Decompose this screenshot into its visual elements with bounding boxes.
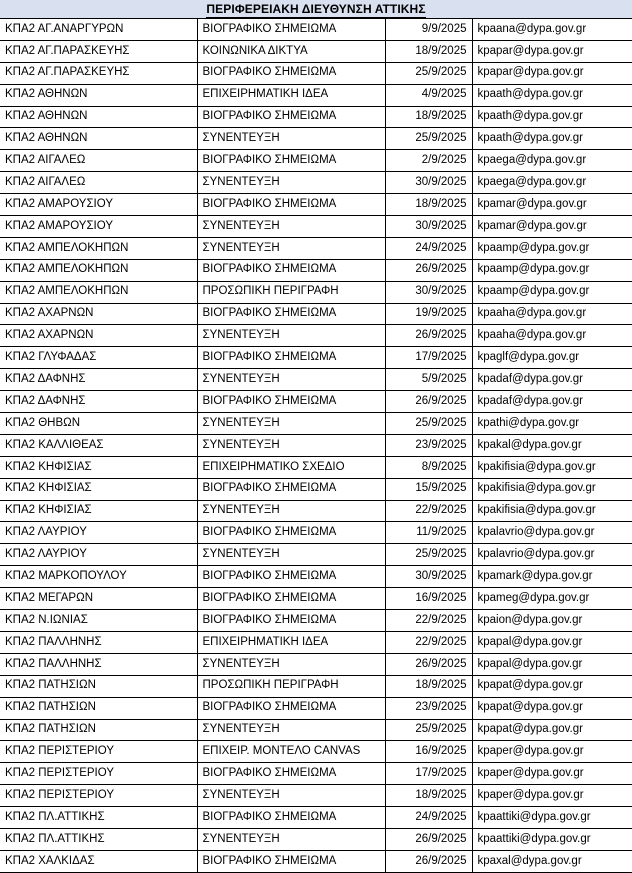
table-row (0, 828, 632, 850)
cell-date: 18/9/2025 (385, 675, 472, 697)
table-row (0, 631, 632, 653)
cell-date: 26/9/2025 (385, 391, 472, 413)
table-row (0, 763, 632, 785)
cell-date: 17/9/2025 (385, 347, 472, 369)
cell-office: ΚΠΑ2 ΚΗΦΙΣΙΑΣ (0, 500, 197, 522)
cell-office: ΚΠΑ2 ΠΛ.ΑΤΤΙΚΗΣ (0, 807, 197, 829)
table-row (0, 303, 632, 325)
cell-date: 26/9/2025 (385, 653, 472, 675)
table-row (0, 216, 632, 238)
cell-date: 18/9/2025 (385, 106, 472, 128)
cell-email: kpaattiki@dypa.gov.gr (472, 807, 632, 829)
cell-subject: ΒΙΟΓΡΑΦΙΚΟ ΣΗΜΕΙΩΜΑ (197, 807, 385, 829)
cell-office: ΚΠΑ2 ΑΘΗΝΩΝ (0, 84, 197, 106)
cell-date: 19/9/2025 (385, 303, 472, 325)
cell-subject: ΣΥΝΕΝΤΕΥΞΗ (197, 828, 385, 850)
cell-email: kpapar@dypa.gov.gr (472, 40, 632, 62)
cell-subject: ΒΙΟΓΡΑΦΙΚΟ ΣΗΜΕΙΩΜΑ (197, 850, 385, 872)
table-row (0, 675, 632, 697)
table-row (0, 500, 632, 522)
cell-office: ΚΠΑ2 ΑΓ.ΠΑΡΑΣΚΕΥΗΣ (0, 40, 197, 62)
cell-subject: ΕΠΙΧΕΙΡΗΜΑΤΙΚΗ ΙΔΕΑ (197, 631, 385, 653)
table-title-row (0, 0, 632, 19)
cell-email: kpamark@dypa.gov.gr (472, 566, 632, 588)
cell-subject: ΒΙΟΓΡΑΦΙΚΟ ΣΗΜΕΙΩΜΑ (197, 303, 385, 325)
cell-office: ΚΠΑ2 Ν.ΙΩΝΙΑΣ (0, 610, 197, 632)
cell-email: kpakifisia@dypa.gov.gr (472, 478, 632, 500)
cell-office: ΚΠΑ2 ΑΧΑΡΝΩΝ (0, 325, 197, 347)
cell-subject: ΒΙΟΓΡΑΦΙΚΟ ΣΗΜΕΙΩΜΑ (197, 566, 385, 588)
cell-subject: ΕΠΙΧΕΙΡΗΜΑΤΙΚΗ ΙΔΕΑ (197, 84, 385, 106)
cell-email: kpapat@dypa.gov.gr (472, 675, 632, 697)
cell-date: 18/9/2025 (385, 785, 472, 807)
table-row (0, 391, 632, 413)
cell-email: kpadaf@dypa.gov.gr (472, 391, 632, 413)
table-row (0, 106, 632, 128)
table-row (0, 697, 632, 719)
table-row (0, 40, 632, 62)
cell-date: 15/9/2025 (385, 478, 472, 500)
cell-email: kpaana@dypa.gov.gr (472, 19, 632, 41)
cell-office: ΚΠΑ2 ΠΕΡΙΣΤΕΡΙΟΥ (0, 741, 197, 763)
table-row (0, 653, 632, 675)
cell-office: ΚΠΑ2 ΔΑΦΝΗΣ (0, 369, 197, 391)
cell-date: 26/9/2025 (385, 828, 472, 850)
cell-office: ΚΠΑ2 ΛΑΥΡΙΟΥ (0, 522, 197, 544)
cell-subject: ΣΥΝΕΝΤΕΥΞΗ (197, 128, 385, 150)
cell-email: kpaath@dypa.gov.gr (472, 128, 632, 150)
cell-office: ΚΠΑ2 ΚΗΦΙΣΙΑΣ (0, 456, 197, 478)
cell-email: kpaattiki@dypa.gov.gr (472, 828, 632, 850)
cell-email: kpaamp@dypa.gov.gr (472, 237, 632, 259)
cell-subject: ΣΥΝΕΝΤΕΥΞΗ (197, 369, 385, 391)
cell-date: 25/9/2025 (385, 62, 472, 84)
cell-date: 18/9/2025 (385, 194, 472, 216)
table-row (0, 522, 632, 544)
table-row (0, 610, 632, 632)
table-row (0, 807, 632, 829)
cell-office: ΚΠΑ2 ΑΘΗΝΩΝ (0, 106, 197, 128)
table-row (0, 369, 632, 391)
cell-subject: ΒΙΟΓΡΑΦΙΚΟ ΣΗΜΕΙΩΜΑ (197, 194, 385, 216)
cell-email: kpadaf@dypa.gov.gr (472, 369, 632, 391)
table-row (0, 434, 632, 456)
cell-date: 4/9/2025 (385, 84, 472, 106)
cell-date: 26/9/2025 (385, 325, 472, 347)
table-row (0, 62, 632, 84)
cell-office: ΚΠΑ2 ΠΑΤΗΣΙΩΝ (0, 719, 197, 741)
cell-subject: ΣΥΝΕΝΤΕΥΞΗ (197, 216, 385, 238)
cell-email: kpaaha@dypa.gov.gr (472, 325, 632, 347)
cell-date: 25/9/2025 (385, 719, 472, 741)
cell-date: 24/9/2025 (385, 807, 472, 829)
cell-office: ΚΠΑ2 ΑΓ.ΠΑΡΑΣΚΕΥΗΣ (0, 62, 197, 84)
cell-email: kpaxal@dypa.gov.gr (472, 850, 632, 872)
cell-date: 25/9/2025 (385, 413, 472, 435)
cell-email: kpapat@dypa.gov.gr (472, 719, 632, 741)
cell-date: 26/9/2025 (385, 850, 472, 872)
table-row (0, 259, 632, 281)
cell-office: ΚΠΑ2 ΠΑΛΛΗΝΗΣ (0, 653, 197, 675)
cell-office: ΚΠΑ2 ΑΜΑΡΟΥΣΙΟΥ (0, 194, 197, 216)
table-row (0, 150, 632, 172)
page-title: ΠΕΡΙΦΕΡΕΙΑΚΗ ΔΙΕΥΘΥΝΣΗ ΑΤΤΙΚΗΣ (206, 2, 426, 16)
cell-email: kpathi@dypa.gov.gr (472, 413, 632, 435)
cell-subject: ΒΙΟΓΡΑΦΙΚΟ ΣΗΜΕΙΩΜΑ (197, 610, 385, 632)
table-row (0, 84, 632, 106)
cell-office: ΚΠΑ2 ΛΑΥΡΙΟΥ (0, 544, 197, 566)
cell-date: 22/9/2025 (385, 631, 472, 653)
cell-email: kpaion@dypa.gov.gr (472, 610, 632, 632)
cell-email: kpaega@dypa.gov.gr (472, 150, 632, 172)
cell-subject: ΒΙΟΓΡΑΦΙΚΟ ΣΗΜΕΙΩΜΑ (197, 763, 385, 785)
table-row (0, 325, 632, 347)
table-row (0, 237, 632, 259)
cell-subject: ΒΙΟΓΡΑΦΙΚΟ ΣΗΜΕΙΩΜΑ (197, 19, 385, 41)
table-row (0, 588, 632, 610)
cell-subject: ΣΥΝΕΝΤΕΥΞΗ (197, 434, 385, 456)
table-title-cell (0, 0, 632, 19)
cell-date: 30/9/2025 (385, 566, 472, 588)
cell-date: 8/9/2025 (385, 456, 472, 478)
cell-date: 18/9/2025 (385, 40, 472, 62)
cell-email: kpaath@dypa.gov.gr (472, 106, 632, 128)
cell-office: ΚΠΑ2 ΠΕΡΙΣΤΕΡΙΟΥ (0, 763, 197, 785)
cell-office: ΚΠΑ2 ΜΕΓΑΡΩΝ (0, 588, 197, 610)
cell-office: ΚΠΑ2 ΠΑΤΗΣΙΩΝ (0, 675, 197, 697)
cell-email: kpaath@dypa.gov.gr (472, 84, 632, 106)
cell-date: 2/9/2025 (385, 150, 472, 172)
cell-subject: ΒΙΟΓΡΑΦΙΚΟ ΣΗΜΕΙΩΜΑ (197, 522, 385, 544)
cell-subject: ΒΙΟΓΡΑΦΙΚΟ ΣΗΜΕΙΩΜΑ (197, 62, 385, 84)
table-row (0, 194, 632, 216)
cell-office: ΚΠΑ2 ΑΘΗΝΩΝ (0, 128, 197, 150)
cell-office: ΚΠΑ2 ΚΑΛΛΙΘΕΑΣ (0, 434, 197, 456)
cell-subject: ΣΥΝΕΝΤΕΥΞΗ (197, 500, 385, 522)
table-row (0, 719, 632, 741)
table-row (0, 413, 632, 435)
cell-email: kpalavrio@dypa.gov.gr (472, 544, 632, 566)
cell-office: ΚΠΑ2 ΑΜΠΕΛΟΚΗΠΩΝ (0, 259, 197, 281)
table-row (0, 347, 632, 369)
cell-subject: ΕΠΙΧΕΙΡΗΜΑΤΙΚΟ ΣΧΕΔΙΟ (197, 456, 385, 478)
cell-office: ΚΠΑ2 ΔΑΦΝΗΣ (0, 391, 197, 413)
cell-email: kpaaha@dypa.gov.gr (472, 303, 632, 325)
cell-office: ΚΠΑ2 ΠΕΡΙΣΤΕΡΙΟΥ (0, 785, 197, 807)
cell-date: 30/9/2025 (385, 172, 472, 194)
table-row (0, 19, 632, 41)
cell-subject: ΠΡΟΣΩΠΙΚΗ ΠΕΡΙΓΡΑΦΗ (197, 675, 385, 697)
cell-subject: ΒΙΟΓΡΑΦΙΚΟ ΣΗΜΕΙΩΜΑ (197, 259, 385, 281)
cell-date: 23/9/2025 (385, 434, 472, 456)
cell-office: ΚΠΑ2 ΚΗΦΙΣΙΑΣ (0, 478, 197, 500)
cell-date: 25/9/2025 (385, 544, 472, 566)
cell-email: kpamar@dypa.gov.gr (472, 194, 632, 216)
cell-date: 17/9/2025 (385, 763, 472, 785)
cell-email: kpameg@dypa.gov.gr (472, 588, 632, 610)
cell-date: 24/9/2025 (385, 237, 472, 259)
cell-subject: ΠΡΟΣΩΠΙΚΗ ΠΕΡΙΓΡΑΦΗ (197, 281, 385, 303)
table-row (0, 128, 632, 150)
cell-office: ΚΠΑ2 ΑΙΓΑΛΕΩ (0, 150, 197, 172)
table-row (0, 850, 632, 872)
cell-office: ΚΠΑ2 ΠΛ.ΑΤΤΙΚΗΣ (0, 828, 197, 850)
cell-subject: ΣΥΝΕΝΤΕΥΞΗ (197, 172, 385, 194)
cell-email: kpakal@dypa.gov.gr (472, 434, 632, 456)
cell-date: 23/9/2025 (385, 697, 472, 719)
cell-subject: ΣΥΝΕΝΤΕΥΞΗ (197, 413, 385, 435)
cell-office: ΚΠΑ2 ΜΑΡΚΟΠΟΥΛΟΥ (0, 566, 197, 588)
table-row (0, 785, 632, 807)
cell-subject: ΒΙΟΓΡΑΦΙΚΟ ΣΗΜΕΙΩΜΑ (197, 347, 385, 369)
cell-subject: ΕΠΙΧΕΙΡ. ΜΟΝΤΕΛΟ CANVAS (197, 741, 385, 763)
cell-date: 30/9/2025 (385, 216, 472, 238)
cell-date: 5/9/2025 (385, 369, 472, 391)
cell-email: kpakifisia@dypa.gov.gr (472, 500, 632, 522)
cell-office: ΚΠΑ2 ΠΑΛΛΗΝΗΣ (0, 631, 197, 653)
cell-office: ΚΠΑ2 ΠΑΤΗΣΙΩΝ (0, 697, 197, 719)
cell-office: ΚΠΑ2 ΑΙΓΑΛΕΩ (0, 172, 197, 194)
cell-office: ΚΠΑ2 ΑΜΑΡΟΥΣΙΟΥ (0, 216, 197, 238)
table-row (0, 741, 632, 763)
cell-office: ΚΠΑ2 ΑΜΠΕΛΟΚΗΠΩΝ (0, 237, 197, 259)
cell-office: ΚΠΑ2 ΧΑΛΚΙΔΑΣ (0, 850, 197, 872)
cell-email: kpamar@dypa.gov.gr (472, 216, 632, 238)
table-row (0, 544, 632, 566)
cell-subject: ΣΥΝΕΝΤΕΥΞΗ (197, 719, 385, 741)
cell-office: ΚΠΑ2 ΑΓ.ΑΝΑΡΓΥΡΩΝ (0, 19, 197, 41)
cell-subject: ΒΙΟΓΡΑΦΙΚΟ ΣΗΜΕΙΩΜΑ (197, 697, 385, 719)
cell-email: kpaper@dypa.gov.gr (472, 785, 632, 807)
cell-date: 16/9/2025 (385, 741, 472, 763)
cell-email: kpapal@dypa.gov.gr (472, 631, 632, 653)
cell-date: 9/9/2025 (385, 19, 472, 41)
cell-date: 22/9/2025 (385, 500, 472, 522)
cell-email: kpalavrio@dypa.gov.gr (472, 522, 632, 544)
cell-date: 16/9/2025 (385, 588, 472, 610)
cell-subject: ΣΥΝΕΝΤΕΥΞΗ (197, 325, 385, 347)
cell-email: kpaamp@dypa.gov.gr (472, 281, 632, 303)
table-row (0, 281, 632, 303)
cell-subject: ΣΥΝΕΝΤΕΥΞΗ (197, 237, 385, 259)
cell-office: ΚΠΑ2 ΑΜΠΕΛΟΚΗΠΩΝ (0, 281, 197, 303)
cell-subject: ΣΥΝΕΝΤΕΥΞΗ (197, 653, 385, 675)
table-row (0, 478, 632, 500)
cell-subject: ΒΙΟΓΡΑΦΙΚΟ ΣΗΜΕΙΩΜΑ (197, 478, 385, 500)
cell-email: kpaper@dypa.gov.gr (472, 741, 632, 763)
cell-email: kpapal@dypa.gov.gr (472, 653, 632, 675)
cell-office: ΚΠΑ2 ΑΧΑΡΝΩΝ (0, 303, 197, 325)
cell-email: kpaega@dypa.gov.gr (472, 172, 632, 194)
cell-date: 11/9/2025 (385, 522, 472, 544)
cell-subject: ΒΙΟΓΡΑΦΙΚΟ ΣΗΜΕΙΩΜΑ (197, 588, 385, 610)
cell-date: 26/9/2025 (385, 259, 472, 281)
cell-subject: ΣΥΝΕΝΤΕΥΞΗ (197, 544, 385, 566)
cell-email: kpakifisia@dypa.gov.gr (472, 456, 632, 478)
cell-email: kpapat@dypa.gov.gr (472, 697, 632, 719)
cell-email: kpapar@dypa.gov.gr (472, 62, 632, 84)
cell-email: kpaamp@dypa.gov.gr (472, 259, 632, 281)
cell-date: 25/9/2025 (385, 128, 472, 150)
table-row (0, 172, 632, 194)
table-row (0, 456, 632, 478)
table-row (0, 566, 632, 588)
cell-subject: ΒΙΟΓΡΑΦΙΚΟ ΣΗΜΕΙΩΜΑ (197, 150, 385, 172)
cell-subject: ΒΙΟΓΡΑΦΙΚΟ ΣΗΜΕΙΩΜΑ (197, 391, 385, 413)
cell-email: kpaper@dypa.gov.gr (472, 763, 632, 785)
cell-subject: ΚΟΙΝΩΝΙΚΑ ΔΙΚΤΥΑ (197, 40, 385, 62)
cell-email: kpaglf@dypa.gov.gr (472, 347, 632, 369)
cell-subject: ΣΥΝΕΝΤΕΥΞΗ (197, 785, 385, 807)
cell-office: ΚΠΑ2 ΘΗΒΩΝ (0, 413, 197, 435)
cell-date: 30/9/2025 (385, 281, 472, 303)
cell-date: 22/9/2025 (385, 610, 472, 632)
cell-subject: ΒΙΟΓΡΑΦΙΚΟ ΣΗΜΕΙΩΜΑ (197, 106, 385, 128)
cell-office: ΚΠΑ2 ΓΛΥΦΑΔΑΣ (0, 347, 197, 369)
